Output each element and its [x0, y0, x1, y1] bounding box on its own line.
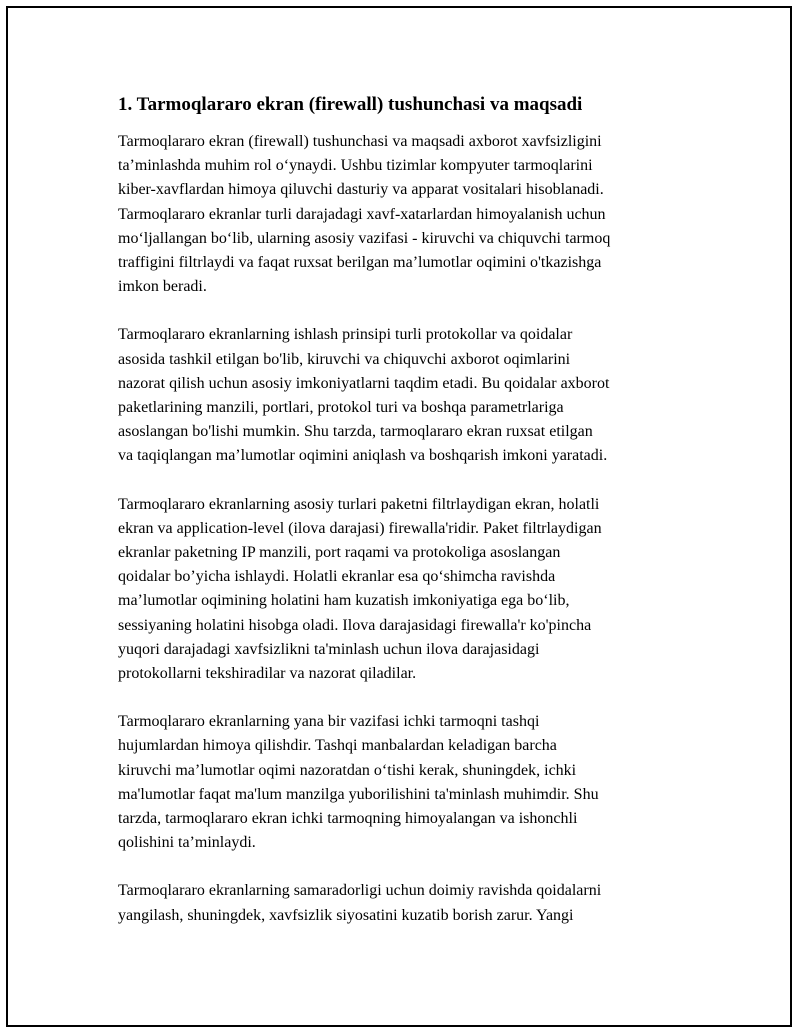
text-line: Tarmoqlararo ekranlarning ishlash prinsipi turli protokollar va qoidalar [118, 326, 573, 344]
text-line: Tarmoqlararo ekranlarning samaradorligi uchun doimiy ravishda qoidalarni [118, 882, 602, 900]
text-line: paketlarining manzili, portlari, protokol turi va boshqa parametrlariga [118, 399, 564, 417]
text-line: Tarmoqlararo ekran (firewall) tushunchasi va maqsadi axborot xavfsizligini [118, 133, 602, 150]
text-line: asosida tashkil etilgan bo'lib, kiruvchi va chiquvchi axborot oqimlarini [118, 350, 571, 368]
paragraph-2 [118, 323, 700, 468]
text-line: ekran va application-level (ilova darajasi) firewalla'ridir. Paket filtrlaydigan [118, 519, 602, 537]
text-line: qoidalar bo’yicha ishlaydi. Holatli ekranlar esa qo‘shimcha ravishda [118, 568, 556, 586]
text-line: qolishini ta’minlaydi. [118, 834, 256, 852]
paragraph-3 [118, 493, 700, 687]
section-title: 1. Tarmoqlararo ekran (firewall) tushunchasi va maqsadi [118, 94, 583, 115]
text-line: nazorat qilish uchun asosiy imkoniyatlarni taqdim etadi. Bu qoidalar axborot [118, 374, 610, 392]
paragraph-1 [118, 130, 700, 299]
text-line: Tarmoqlararo ekranlarning yana bir vazifasi ichki tarmoqni tashqi [118, 713, 540, 731]
text-line: sessiyaning holatini hisobga oladi. Ilova darajasidagi firewalla'r ko'pincha [118, 616, 592, 634]
text-line: Tarmoqlararo ekranlar turli darajadagi xavf-xatarlardan himoyalanish uchun [118, 205, 606, 223]
text-line: protokollarni tekshiradilar va nazorat qiladilar. [118, 665, 417, 683]
paragraph-5 [118, 879, 700, 927]
text-line: ma’lumotlar oqimining holatini ham kuzatish imkoniyatiga ega bo‘lib, [118, 592, 570, 610]
text-line: kiber-xavflardan himoya qiluvchi dasturiy va apparat vositalari hisoblanadi. [118, 181, 604, 199]
text-line: imkon beradi. [118, 278, 207, 296]
text-line: kiruvchi ma’lumotlar oqimi nazoratdan o‘tishi kerak, shuningdek, ichki [118, 761, 577, 779]
document-body [118, 92, 700, 952]
text-line: ta’minlashda muhim rol o‘ynaydi. Ushbu tizimlar kompyuter tarmoqlarini [118, 157, 593, 175]
text-line: va taqiqlangan ma’lumotlar oqimini aniqlash va boshqarish imkoni yaratadi. [118, 447, 608, 465]
text-line: yangilash, shuningdek, xavfsizlik siyosatini kuzatib borish zarur. Yangi [118, 906, 574, 924]
text-line: ekranlar paketning IP manzili, port raqami va protokoliga asoslangan [118, 544, 561, 562]
text-line: asoslangan bo'lishi mumkin. Shu tarzda, tarmoqlararo ekran ruxsat etilgan [118, 423, 593, 441]
text-line: mo‘ljallangan bo‘lib, ularning asosiy vazifasi - kiruvchi va chiquvchi tarmoq [118, 229, 611, 247]
text-line: yuqori darajadagi xavfsizlikni ta'minlash uchun ilova darajasidagi [118, 640, 540, 658]
text-line: Tarmoqlararo ekranlarning asosiy turlari paketni filtrlaydigan ekran, holatli [118, 495, 600, 513]
text-line: tarzda, tarmoqlararo ekran ichki tarmoqning himoyalangan va ishonchli [118, 810, 578, 828]
text-line: traffigini filtrlaydi va faqat ruxsat berilgan ma’lumotlar oqimini o'tkazishga [118, 254, 602, 272]
text-line: hujumlardan himoya qilishdir. Tashqi manbalardan keladigan barcha [118, 737, 557, 755]
text-line: ma'lumotlar faqat ma'lum manzilga yuborilishini ta'minlash muhimdir. Shu [118, 785, 599, 803]
paragraph-4 [118, 710, 700, 855]
